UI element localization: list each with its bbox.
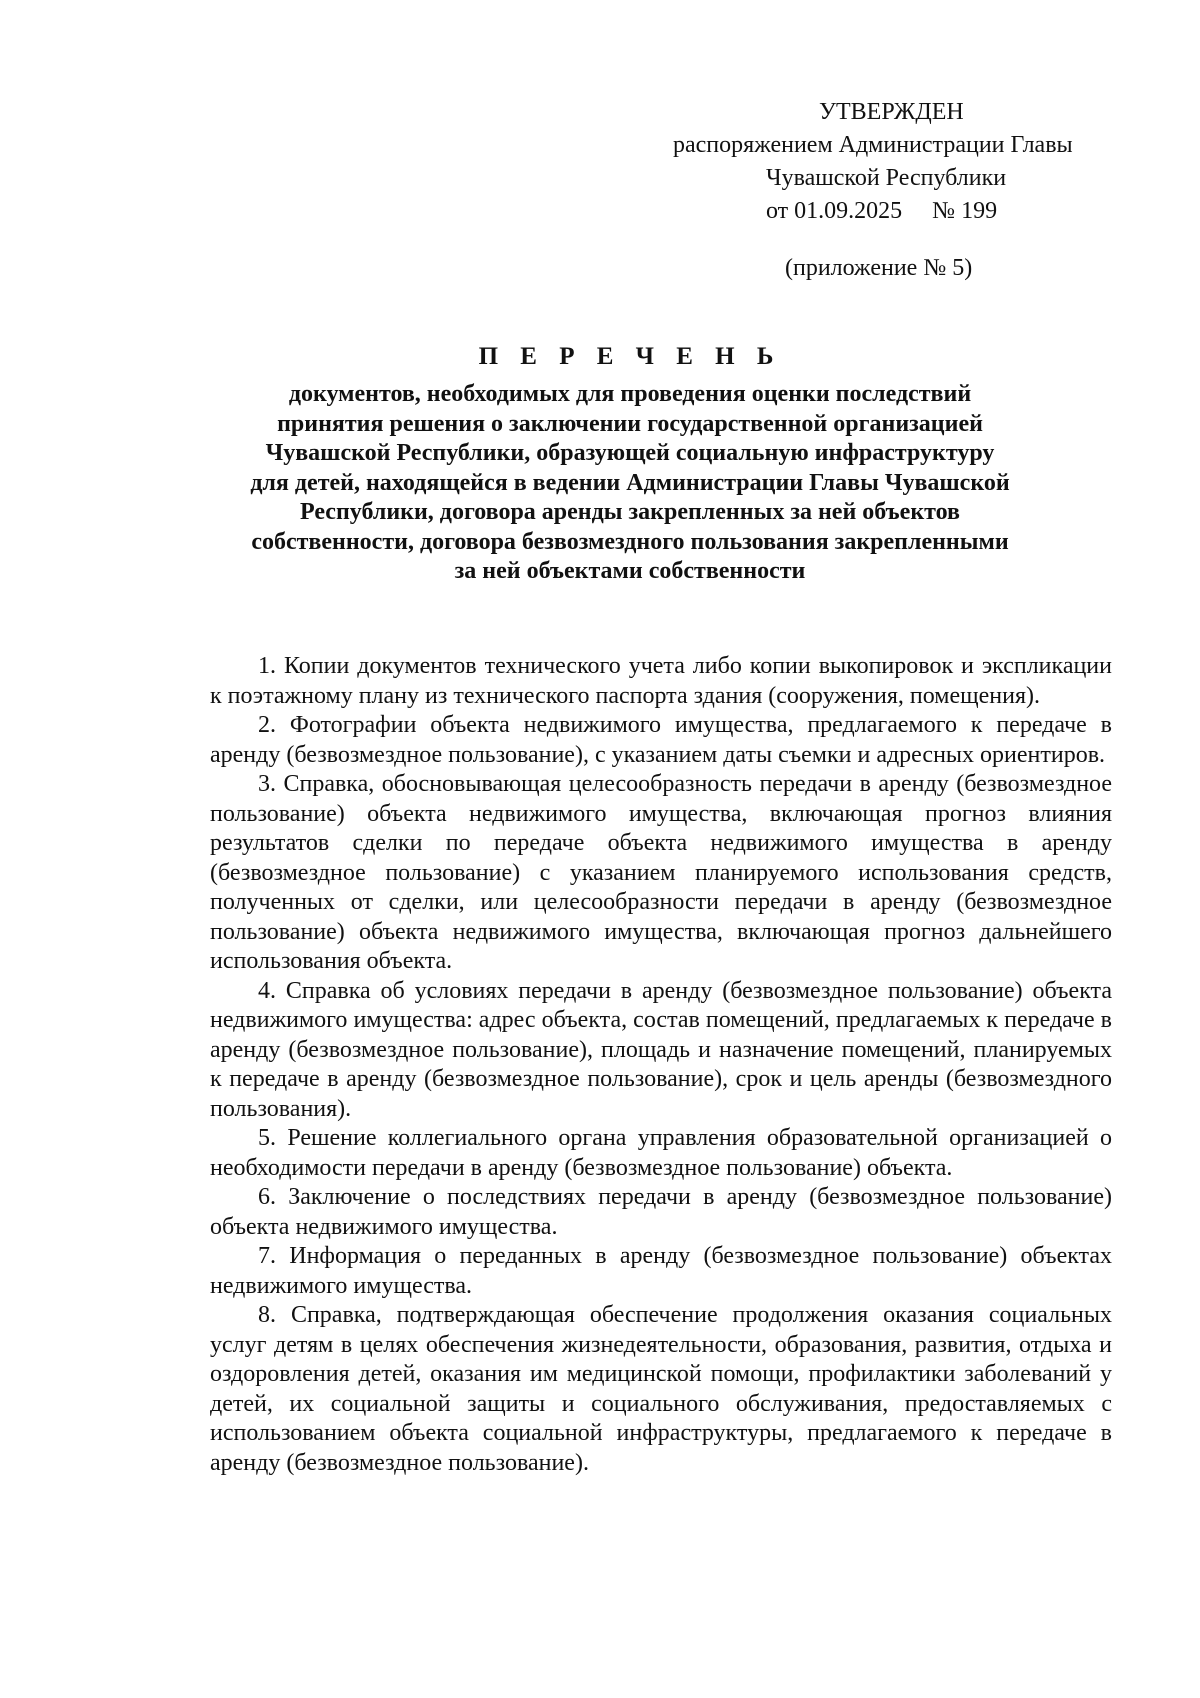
approval-by-order: распоряжением Администрации Главы bbox=[673, 132, 1073, 158]
document-title: П Е Р Е Ч Е Н Ь bbox=[478, 343, 782, 370]
document-subtitle-line: принятия решения о заключении государственной организацией bbox=[277, 410, 983, 437]
list-item: 5. Решение коллегиального органа управления образовательной организацией о необходимости передачи в аренду (безвозмездное пользование) объекта. bbox=[210, 1125, 1112, 1181]
approval-date-number bbox=[673, 195, 1113, 228]
list-item: 4. Справка об условиях передачи в аренду (безвозмездное пользование) объекта недвижимого имущества: адрес объекта, состав помещений, предлагаемых к передаче в аренду (безвозмездное пользование), площадь и назначение помещений, планируемых к передаче в аренду (безвозмездное пользование), срок и цель аренды (безвозмездного пользования). bbox=[210, 977, 1112, 1122]
list-item: 6. Заключение о последствиях передачи в аренду (безвозмездное пользование) объекта недвижимого имущества. bbox=[210, 1184, 1112, 1240]
document-subtitle-line: документов, необходимых для проведения оценки последствий bbox=[288, 381, 972, 407]
list-item: 2. Фотографии объекта недвижимого имущества, предлагаемого к передаче в аренду (безвозмездное пользование), с указанием даты съемки и адресных ориентиров. bbox=[210, 712, 1112, 768]
document-subtitle-line: за ней объектами собственности bbox=[454, 558, 806, 584]
document-subtitle-line: собственности, договора безвозмездного пользования закрепленными bbox=[251, 528, 1009, 555]
approval-republic: Чувашской Республики bbox=[766, 165, 1007, 191]
document-subtitle-line: Чувашской Республики, образующей социальную инфраструктуру bbox=[265, 440, 995, 466]
list-item: 8. Справка, подтверждающая обеспечение продолжения оказания социальных услуг детям в целях обеспечения жизнедеятельности, образования, развития, отдыха и оздоровления детей, оказания им медицинской помощи, профилактики заболеваний у детей, их социальной защиты и социального обслуживания, предоставляемых с использованием объекта социальной инфраструктуры, предлагаемого к передаче в аренду (безвозмездное пользование). bbox=[210, 1302, 1112, 1476]
approval-block bbox=[673, 96, 1113, 285]
approval-number: № 199 bbox=[932, 198, 998, 224]
approval-date: от 01.09.2025 bbox=[766, 198, 903, 224]
list-item: 1. Копии документов технического учета либо копии выкопировок и экспликации к поэтажному плану из технического паспорта здания (сооружения, помещения). bbox=[210, 653, 1112, 709]
approval-approved: УТВЕРЖДЕН bbox=[819, 99, 964, 125]
document-subtitle-line: для детей, находящейся в ведении Администрации Главы Чувашской bbox=[250, 469, 1010, 496]
list-item: 7. Информация о переданных в аренду (безвозмездное пользование) объектах недвижимого имущества. bbox=[210, 1243, 1112, 1299]
document-subtitle-line: Республики, договора аренды закрепленных за ней объектов bbox=[300, 499, 960, 525]
document-body bbox=[210, 652, 1112, 1478]
list-item: 3. Справка, обосновывающая целесообразность передачи в аренду (безвозмездное пользование) объекта недвижимого имущества, включающая прогноз влияния результатов сделки по передаче объекта недвижимого имущества в аренду (безвозмездное пользование) с указанием планируемого использования средств, полученных от сделки, или целесообразности передачи в аренду (безвозмездное пользование) объекта недвижимого имущества, включающая прогноз дальнейшего использования объекта. bbox=[210, 771, 1112, 974]
document-heading bbox=[200, 340, 1060, 587]
appendix-label: (приложение № 5) bbox=[785, 255, 973, 281]
